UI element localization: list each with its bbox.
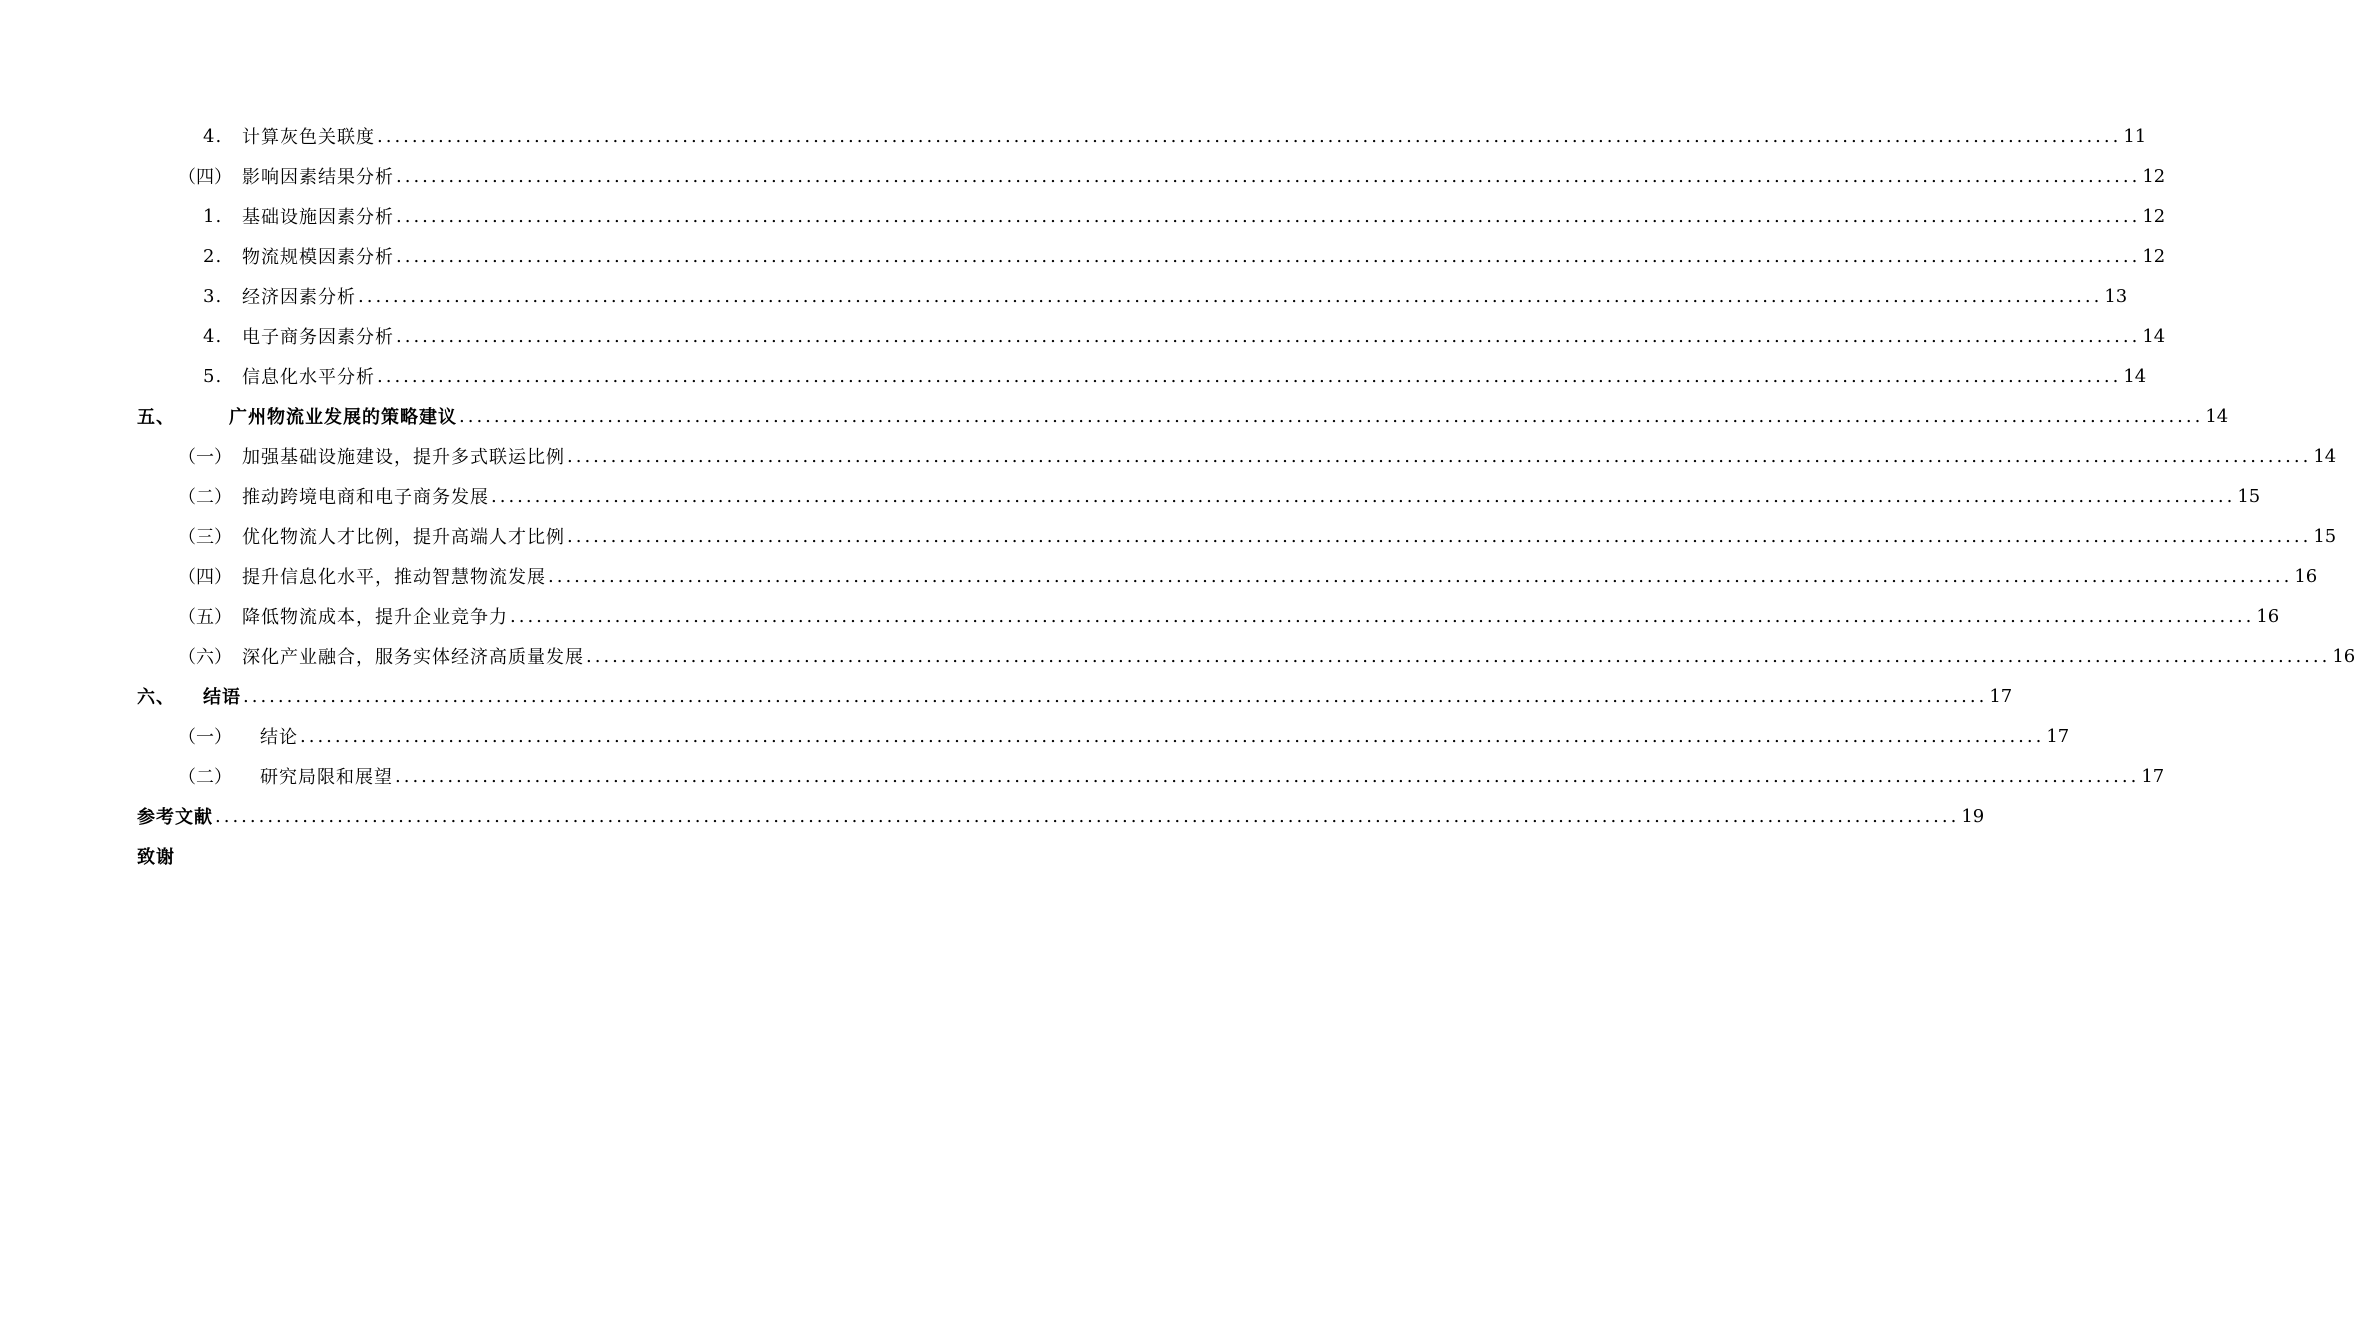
- toc-leader-dots: ........................................................................................................................................................................................................: [395, 765, 2140, 787]
- toc-entry-number: （五）: [178, 607, 232, 628]
- toc-entry[interactable]: [0, 596, 2280, 636]
- toc-entry-number: 4.: [203, 325, 223, 347]
- toc-leader-dots: ........................................................................................................................................................................................................: [396, 245, 2141, 267]
- toc-entry[interactable]: [0, 316, 2166, 356]
- toc-references[interactable]: [0, 796, 1985, 836]
- toc-entry-label: 物流规模因素分析: [242, 247, 394, 268]
- toc-entry-number: 1.: [203, 205, 223, 227]
- toc-entry-label: 降低物流成本，提升企业竞争力: [242, 607, 508, 628]
- toc-entry-label: 提升信息化水平，推动智慧物流发展: [242, 567, 546, 588]
- toc-entry[interactable]: [0, 156, 2166, 196]
- toc-entry-page: 16: [2256, 605, 2280, 627]
- toc-entry-label: 致谢: [137, 847, 175, 868]
- toc-entry-page: 14: [2205, 405, 2229, 427]
- toc-entry-page: 12: [2142, 245, 2166, 267]
- toc-entry-page: 13: [2104, 285, 2128, 307]
- toc-entry[interactable]: [0, 116, 2147, 156]
- toc-entry-label: 计算灰色关联度: [242, 127, 375, 148]
- toc-entry-number: （一）: [178, 727, 232, 748]
- toc-entry-label: 结论: [260, 727, 298, 748]
- toc-entry-label: 基础设施因素分析: [242, 207, 394, 228]
- toc-entry-page: 17: [1989, 685, 2013, 707]
- toc-entry-number: （二）: [178, 487, 232, 508]
- toc-entry[interactable]: [0, 436, 2337, 476]
- toc-entry-label: 深化产业融合，服务实体经济高质量发展: [242, 647, 584, 668]
- toc-leader-dots: ........................................................................................................................................................................................................: [510, 605, 2255, 627]
- toc-entry-number: 五、: [137, 407, 175, 428]
- toc-entry-page: 12: [2142, 205, 2166, 227]
- toc-leader-dots: ........................................................................................................................................................................................................: [548, 565, 2293, 587]
- toc-entry-page: 17: [2141, 765, 2165, 787]
- toc-leader-dots: ........................................................................................................................................................................................................: [459, 405, 2204, 427]
- toc-entry-label: 广州物流业发展的策略建议: [229, 407, 457, 428]
- toc-entry[interactable]: [0, 196, 2166, 236]
- toc-entry-label: 研究局限和展望: [260, 767, 393, 788]
- table-of-contents: [0, 116, 2355, 876]
- toc-entry[interactable]: [0, 756, 2165, 796]
- toc-entry-page: 15: [2313, 525, 2337, 547]
- toc-entry[interactable]: [0, 556, 2318, 596]
- toc-entry-number: 4.: [203, 125, 223, 147]
- toc-entry-label: 优化物流人才比例，提升高端人才比例: [242, 527, 565, 548]
- toc-entry-page: 15: [2237, 485, 2261, 507]
- toc-entry[interactable]: [0, 716, 2070, 756]
- toc-entry-number: （三）: [178, 527, 232, 548]
- toc-entry-label: 影响因素结果分析: [242, 167, 394, 188]
- toc-entry-page: 11: [2123, 125, 2147, 147]
- toc-leader-dots: ........................................................................................................................................................................................................: [300, 725, 2045, 747]
- toc-entry-label: 电子商务因素分析: [242, 327, 394, 348]
- toc-entry-page: 16: [2332, 645, 2355, 667]
- toc-leader-dots: ........................................................................................................................................................................................................: [567, 525, 2312, 547]
- toc-leader-dots: ........................................................................................................................................................................................................: [377, 125, 2122, 147]
- toc-entry[interactable]: [0, 276, 2128, 316]
- toc-entry[interactable]: [0, 516, 2337, 556]
- toc-entry-number: （四）: [178, 567, 232, 588]
- toc-chapter[interactable]: [0, 676, 2013, 716]
- toc-entry[interactable]: [0, 476, 2261, 516]
- toc-leader-dots: ........................................................................................................................................................................................................: [586, 645, 2331, 667]
- toc-entry-number: 3.: [203, 285, 223, 307]
- toc-leader-dots: ........................................................................................................................................................................................................: [377, 365, 2122, 387]
- toc-entry[interactable]: [0, 356, 2147, 396]
- toc-entry[interactable]: [0, 636, 2355, 676]
- toc-entry-page: 19: [1961, 805, 1985, 827]
- toc-leader-dots: ........................................................................................................................................................................................................: [358, 285, 2103, 307]
- toc-leader-dots: ........................................................................................................................................................................................................: [396, 205, 2141, 227]
- toc-entry-page: 12: [2142, 165, 2166, 187]
- toc-leader-dots: ........................................................................................................................................................................................................: [396, 165, 2141, 187]
- toc-entry-number: （一）: [178, 447, 232, 468]
- toc-entry-number: （六）: [178, 647, 232, 668]
- toc-leader-dots: ........................................................................................................................................................................................................: [396, 325, 2141, 347]
- toc-entry-number: 六、: [137, 687, 175, 708]
- toc-entry-number: （二）: [178, 767, 232, 788]
- toc-entry-page: 14: [2123, 365, 2147, 387]
- toc-entry-label: 参考文献: [137, 807, 213, 828]
- toc-entry-label: 加强基础设施建设，提升多式联运比例: [242, 447, 565, 468]
- toc-leader-dots: ........................................................................................................................................................................................................: [567, 445, 2312, 467]
- toc-entry-number: （四）: [178, 167, 232, 188]
- toc-entry-number: 5.: [203, 365, 223, 387]
- toc-leader-dots: ........................................................................................................................................................................................................: [215, 805, 1960, 827]
- toc-entry-page: 14: [2313, 445, 2337, 467]
- toc-entry-page: 16: [2294, 565, 2318, 587]
- toc-leader-dots: ........................................................................................................................................................................................................: [243, 685, 1988, 707]
- toc-entry-page: 14: [2142, 325, 2166, 347]
- toc-entry[interactable]: [0, 236, 2166, 276]
- toc-entry-page: 17: [2046, 725, 2070, 747]
- toc-entry-label: 推动跨境电商和电子商务发展: [242, 487, 489, 508]
- toc-entry-number: 2.: [203, 245, 223, 267]
- toc-acknowledgements[interactable]: [0, 836, 950, 876]
- toc-leader-dots: ........................................................................................................................................................................................................: [491, 485, 2236, 507]
- toc-entry-label: 经济因素分析: [242, 287, 356, 308]
- toc-chapter[interactable]: [0, 396, 2229, 436]
- toc-entry-label: 信息化水平分析: [242, 367, 375, 388]
- toc-entry-label: 结语: [203, 687, 241, 708]
